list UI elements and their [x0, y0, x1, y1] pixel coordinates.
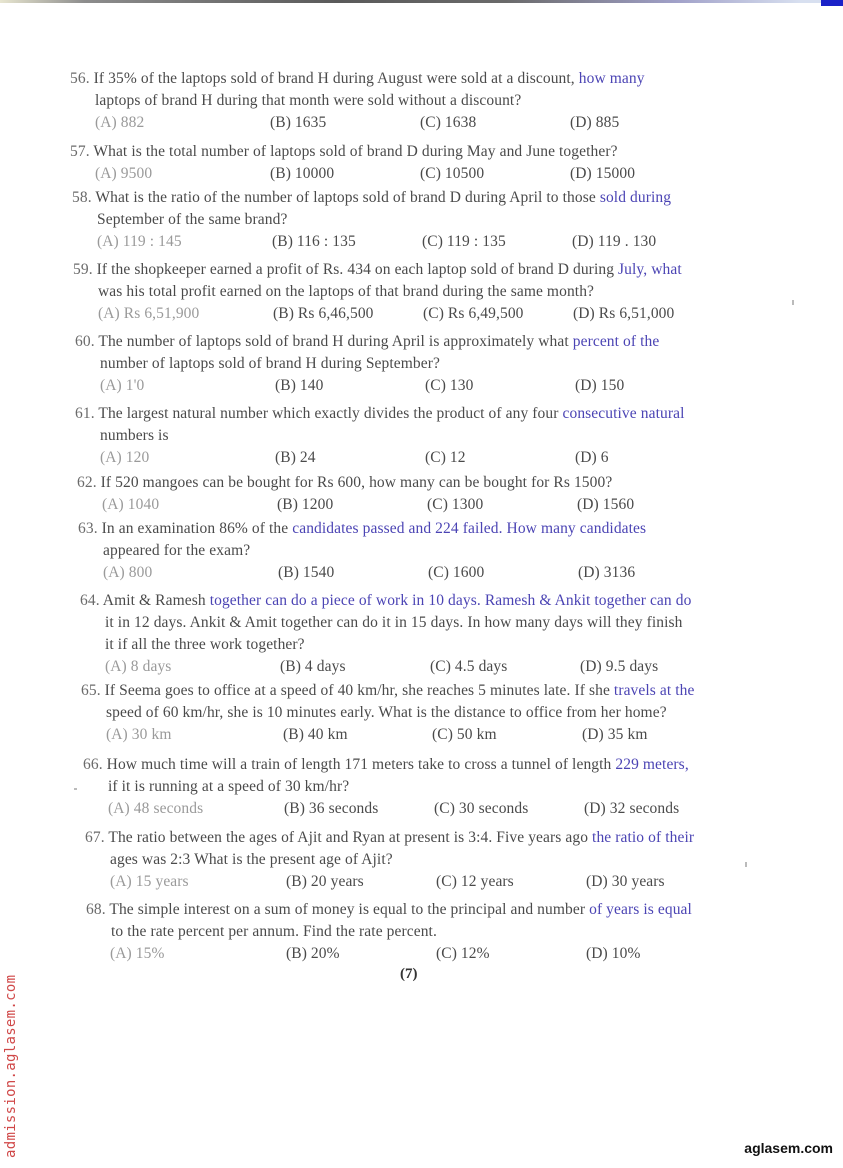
- option-c: (C) 12: [425, 449, 466, 466]
- option-b: (B) 40 km: [283, 726, 348, 743]
- option-b: (B) 1540: [278, 564, 335, 581]
- option-c: (C) 30 seconds: [434, 800, 529, 817]
- option-b: (B) 24: [275, 449, 316, 466]
- option-b: (B) 140: [275, 377, 324, 394]
- question-67: [85, 827, 694, 893]
- option-b: (B) 36 seconds: [284, 800, 379, 817]
- question-text: speed of 60 km/hr, she is 10 minutes early. What is the distance to office from her home?: [106, 704, 667, 721]
- question-60: [75, 331, 659, 397]
- scan-speck: [745, 862, 747, 867]
- answer-options: [77, 494, 635, 516]
- option-c: (C) 1300: [427, 496, 484, 513]
- option-a: (A) 15 years: [110, 873, 189, 890]
- option-a: (A) 15%: [110, 945, 165, 962]
- option-b: (B) 10000: [270, 165, 335, 182]
- option-d: (D) 119 . 130: [572, 233, 657, 250]
- option-b: (B) 1635: [270, 114, 327, 131]
- question-text: The ratio between the ages of Ajit and Ryan at present is 3:4. Five years ago the ratio of their: [108, 829, 695, 846]
- question-68: [86, 899, 692, 965]
- question-text: number of laptops sold of brand H during September?: [100, 355, 440, 372]
- question-number: 58.: [72, 189, 96, 206]
- question-64: [80, 590, 691, 678]
- question-text-line: [75, 353, 659, 375]
- option-d: (D) 32 seconds: [584, 800, 680, 817]
- question-text-line: [80, 590, 691, 612]
- option-b: (B) 20%: [286, 945, 340, 962]
- option-a: (A) Rs 6,51,900: [98, 305, 200, 322]
- question-text: What is the total number of laptops sold of brand D during May and June together?: [93, 143, 618, 160]
- question-number: 68.: [86, 901, 110, 918]
- question-text-line: [80, 634, 691, 656]
- option-d: (D) 15000: [570, 165, 636, 182]
- option-b: (B) Rs 6,46,500: [273, 305, 374, 322]
- question-text-line: [81, 680, 695, 702]
- question-text-line: [70, 90, 645, 112]
- option-d: (D) 10%: [586, 945, 641, 962]
- question-text-line: [75, 425, 684, 447]
- answer-options: [73, 303, 682, 325]
- question-text: it if all the three work together?: [105, 636, 305, 653]
- question-text-line: [86, 899, 692, 921]
- option-c: (C) 130: [425, 377, 474, 394]
- watermark-url: admission.aglasem.com: [3, 974, 19, 1158]
- question-text-line: [78, 540, 646, 562]
- option-d: (D) 9.5 days: [580, 658, 659, 675]
- question-text: What is the ratio of the number of laptops sold of brand D during April to those sold during: [95, 189, 672, 206]
- page-number: (7): [400, 966, 418, 982]
- answer-options: [85, 871, 694, 893]
- question-text-line: [85, 827, 694, 849]
- question-text: Amit & Ramesh together can do a piece of work in 10 days. Ramesh & Ankit together can do: [102, 592, 692, 609]
- option-a: (A) 1040: [102, 496, 160, 513]
- option-a: (A) 800: [103, 564, 153, 581]
- question-number: 67.: [85, 829, 109, 846]
- option-a: (A) 9500: [95, 165, 153, 182]
- question-63: [78, 518, 646, 584]
- question-57: [70, 141, 636, 185]
- option-a: (A) 882: [95, 114, 145, 131]
- option-c: (C) 50 km: [432, 726, 497, 743]
- question-text: If the shopkeeper earned a profit of Rs. 434 on each laptop sold of brand D during July, what: [96, 261, 682, 278]
- option-d: (D) Rs 6,51,000: [573, 305, 675, 322]
- question-66: [83, 754, 689, 820]
- option-d: (D) 3136: [578, 564, 636, 581]
- option-c: (C) 119 : 135: [422, 233, 506, 250]
- question-58: [72, 187, 671, 253]
- question-number: 56.: [70, 70, 94, 87]
- answer-options: [83, 798, 689, 820]
- option-d: (D) 150: [575, 377, 625, 394]
- scan-corner-mark: [821, 0, 843, 6]
- question-text: appeared for the exam?: [103, 542, 251, 559]
- question-text-line: [72, 187, 671, 209]
- answer-options: [70, 163, 636, 185]
- option-c: (C) 4.5 days: [430, 658, 508, 675]
- question-text: ages was 2:3 What is the present age of Ajit?: [110, 851, 393, 868]
- option-c: (C) Rs 6,49,500: [423, 305, 524, 322]
- question-text: The largest natural number which exactly divides the product of any four consecutive natural: [98, 405, 685, 422]
- question-text-line: [73, 281, 682, 303]
- question-number: 62.: [77, 474, 101, 491]
- question-text: How much time will a train of length 171 meters take to cross a tunnel of length 229 meters,: [106, 756, 689, 773]
- question-number: 57.: [70, 143, 94, 160]
- answer-options: [80, 656, 691, 678]
- question-text-line: [81, 702, 695, 724]
- question-text-line: [85, 849, 694, 871]
- scan-speck: [792, 300, 794, 305]
- scan-top-edge: [0, 0, 843, 3]
- question-text: The number of laptops sold of brand H during April is approximately what percent of the: [98, 333, 660, 350]
- option-a: (A) 8 days: [105, 658, 172, 675]
- answer-options: [75, 375, 659, 397]
- option-a: (A) 1'0: [100, 377, 145, 394]
- answer-options: [72, 231, 671, 253]
- answer-options: [75, 447, 684, 469]
- answer-options: [70, 112, 645, 134]
- question-number: 60.: [75, 333, 99, 350]
- question-text-line: [80, 612, 691, 634]
- option-a: (A) 119 : 145: [97, 233, 182, 250]
- option-a: (A) 30 km: [106, 726, 172, 743]
- question-number: 66.: [83, 756, 107, 773]
- question-text-line: [72, 209, 671, 231]
- question-62: [77, 472, 635, 516]
- answer-options: [78, 562, 646, 584]
- option-d: (D) 6: [575, 449, 609, 466]
- question-text: if it is running at a speed of 30 km/hr?: [108, 778, 350, 795]
- option-c: (C) 1600: [428, 564, 485, 581]
- option-d: (D) 885: [570, 114, 620, 131]
- question-text-line: [70, 141, 618, 163]
- question-number: 59.: [73, 261, 97, 278]
- question-text-line: [70, 68, 645, 90]
- question-text: laptops of brand H during that month were sold without a discount?: [95, 92, 522, 109]
- question-text-line: [75, 403, 684, 425]
- option-b: (B) 4 days: [280, 658, 346, 675]
- question-text-line: [86, 921, 692, 943]
- question-text: to the rate percent per annum. Find the rate percent.: [111, 923, 437, 940]
- question-text: In an examination 86% of the candidates passed and 224 failed. How many candidates: [101, 520, 647, 537]
- question-text: If 520 mangoes can be bought for Rs 600, how many can be bought for Rs 1500?: [100, 474, 613, 491]
- question-number: 61.: [75, 405, 99, 422]
- option-b: (B) 116 : 135: [272, 233, 356, 250]
- question-text-line: [73, 259, 682, 281]
- option-a: (A) 48 seconds: [108, 800, 204, 817]
- question-text-line: [77, 472, 612, 494]
- question-text: If 35% of the laptops sold of brand H during August were sold at a discount, how many: [93, 70, 645, 87]
- option-d: (D) 1560: [577, 496, 635, 513]
- question-65: [81, 680, 695, 746]
- question-text-line: [83, 776, 689, 798]
- question-text: If Seema goes to office at a speed of 40 km/hr, she reaches 5 minutes late. If she travels at the: [104, 682, 695, 699]
- question-number: 65.: [81, 682, 105, 699]
- question-text-line: [78, 518, 646, 540]
- question-text: numbers is: [100, 427, 169, 444]
- option-b: (B) 20 years: [286, 873, 364, 890]
- question-text: it in 12 days. Ankit & Amit together can do it in 15 days. In how many days will they finish: [105, 614, 683, 631]
- brand-label: aglasem.com: [744, 1140, 833, 1156]
- option-b: (B) 1200: [277, 496, 334, 513]
- option-c: (C) 12 years: [436, 873, 514, 890]
- question-number: 64.: [80, 592, 103, 609]
- scan-speck: [74, 788, 77, 790]
- question-59: [73, 259, 682, 325]
- question-number: 63.: [78, 520, 102, 537]
- question-text-line: [83, 754, 689, 776]
- option-c: (C) 12%: [436, 945, 490, 962]
- answer-options: [86, 943, 692, 965]
- question-text: The simple interest on a sum of money is equal to the principal and number of years is equal: [109, 901, 692, 918]
- question-text: was his total profit earned on the laptops of that brand during the same month?: [98, 283, 595, 300]
- answer-options: [81, 724, 695, 746]
- option-a: (A) 120: [100, 449, 150, 466]
- question-text-line: [75, 331, 659, 353]
- option-d: (D) 35 km: [582, 726, 648, 743]
- question-56: [70, 68, 645, 134]
- option-d: (D) 30 years: [586, 873, 665, 890]
- option-c: (C) 1638: [420, 114, 477, 131]
- question-61: [75, 403, 684, 469]
- option-c: (C) 10500: [420, 165, 485, 182]
- question-text: September of the same brand?: [97, 211, 288, 228]
